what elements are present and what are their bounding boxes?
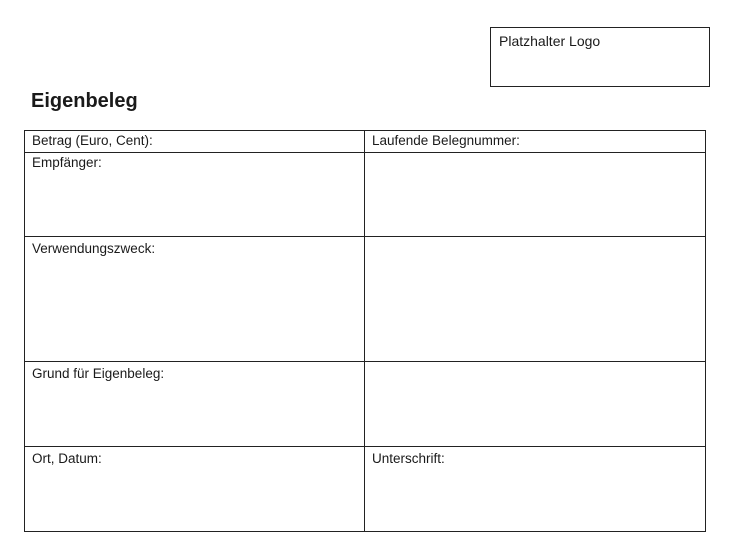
purpose-value-field[interactable] bbox=[365, 237, 706, 362]
signature-field[interactable] bbox=[365, 447, 706, 532]
logo-placeholder-box bbox=[490, 27, 710, 87]
receipt-number-label: Laufende Belegnummer: bbox=[372, 133, 520, 148]
signature-label: Unterschrift: bbox=[372, 451, 445, 466]
purpose-row bbox=[25, 237, 706, 362]
receipt-form-table bbox=[24, 130, 706, 532]
amount-field[interactable] bbox=[25, 131, 365, 153]
recipient-label: Empfänger: bbox=[32, 155, 102, 170]
recipient-field[interactable] bbox=[25, 153, 365, 237]
reason-field[interactable] bbox=[25, 362, 365, 447]
receipt-number-field[interactable] bbox=[365, 131, 706, 153]
amount-label: Betrag (Euro, Cent): bbox=[32, 133, 153, 148]
logo-placeholder-text: Platzhalter Logo bbox=[499, 33, 601, 49]
place-date-field[interactable] bbox=[25, 447, 365, 532]
place-date-row bbox=[25, 447, 706, 532]
place-date-label: Ort, Datum: bbox=[32, 451, 102, 466]
reason-label: Grund für Eigenbeleg: bbox=[32, 366, 165, 381]
document-title: Eigenbeleg bbox=[31, 90, 138, 112]
reason-row bbox=[25, 362, 706, 447]
recipient-row bbox=[25, 153, 706, 237]
purpose-label: Verwendungszweck: bbox=[32, 241, 156, 256]
amount-row bbox=[25, 131, 706, 153]
purpose-field[interactable] bbox=[25, 237, 365, 362]
recipient-value-field[interactable] bbox=[365, 153, 706, 237]
reason-value-field[interactable] bbox=[365, 362, 706, 447]
